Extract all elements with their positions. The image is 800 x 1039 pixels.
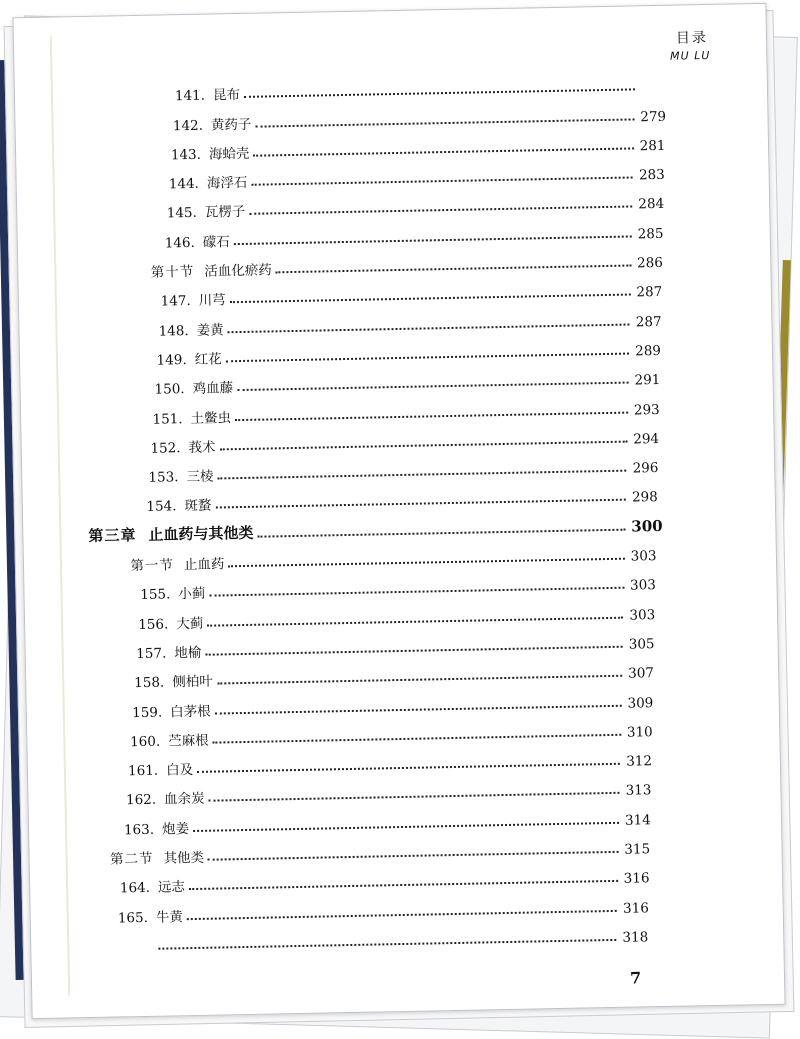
toc-entry-page: 307	[628, 665, 655, 682]
toc-entry-title: 其他类	[163, 849, 205, 867]
toc-entry-title: 三棱	[186, 468, 214, 486]
toc-entry-title: 炮姜	[161, 820, 190, 838]
toc-entry-number: 151.	[152, 410, 183, 428]
toc-entry-title: 地榆	[174, 644, 202, 662]
toc-entry-number: 153.	[148, 469, 179, 486]
toc-entry-number: 150.	[154, 381, 185, 398]
dot-leader	[158, 938, 617, 950]
page-number: 7	[629, 968, 642, 988]
toc-entry-page: 294	[633, 430, 660, 448]
toc-entry-page: 300	[631, 516, 663, 536]
toc-entry-page: 303	[629, 577, 657, 594]
toc-entry-page: 298	[631, 489, 658, 506]
running-header-title: 目录	[675, 29, 709, 47]
toc-entry-page: 309	[627, 694, 654, 712]
toc-entry-page: 316	[623, 870, 650, 888]
toc-entry-page: 314	[624, 811, 651, 829]
toc-entry-number: 143.	[170, 146, 202, 164]
book-page	[12, 3, 785, 1019]
toc-entry-title: 姜黄	[196, 322, 224, 339]
toc-entry-number: 142.	[172, 117, 204, 134]
toc-entry-number: 146.	[164, 234, 195, 252]
toc-entry-number: 165.	[117, 909, 149, 927]
section-label: 第二节	[109, 850, 154, 868]
chapter-label: 第三章	[88, 525, 137, 545]
toc-entry-title: 海浮石	[206, 175, 248, 192]
toc-entry-page: 312	[626, 753, 653, 770]
toc-entry-number: 164.	[119, 880, 151, 897]
section-label: 第十节	[150, 263, 195, 281]
toc-entry-title: 昆布	[212, 87, 241, 104]
toc-entry-number: 158.	[134, 674, 165, 692]
toc-entry-page: 285	[637, 225, 664, 243]
toc-entry-title: 土鳖虫	[190, 409, 232, 427]
toc-entry-number: 160.	[129, 733, 161, 751]
toc-entry-page: 313	[625, 782, 652, 800]
toc-entry-page: 283	[638, 167, 665, 184]
toc-entry-number: 156.	[138, 616, 169, 633]
toc-entry-page: 287	[636, 284, 663, 301]
toc-entry-page: 279	[640, 108, 667, 125]
toc-entry-number: 161.	[127, 762, 159, 780]
toc-entry-number: 157.	[136, 645, 167, 663]
toc-entry-page: 281	[639, 137, 666, 155]
toc-entry-page: 305	[628, 636, 655, 653]
toc-entry-page: 293	[633, 401, 660, 419]
toc-entry-number: 141.	[174, 87, 206, 105]
toc-entry-number: 145.	[166, 205, 197, 222]
toc-entry-title: 止血药与其他类	[148, 523, 254, 544]
toc-entry-title: 瓦楞子	[204, 204, 246, 222]
toc-entry-page: 291	[634, 372, 661, 389]
toc-entry-title: 牛黄	[155, 908, 184, 926]
toc-entry-number: 154.	[146, 498, 177, 516]
toc-entry-title: 小蓟	[178, 586, 206, 603]
toc-entry-page: 315	[624, 841, 651, 858]
toc-entry-page: 310	[626, 724, 653, 741]
toc-entry-number: 149.	[156, 352, 187, 369]
toc-entry-number: 155.	[140, 586, 171, 604]
toc-entry-page: 287	[635, 313, 662, 331]
toc-entry-title: 苎麻根	[168, 732, 209, 750]
toc-entry-number: 144.	[168, 175, 200, 193]
toc-entry-title: 黄药子	[210, 116, 252, 134]
toc-entry-title: 礞石	[202, 233, 230, 251]
toc-entry-number: 159.	[131, 704, 163, 721]
toc-entry-title: 斑蝥	[184, 498, 212, 515]
table-of-contents	[15, 64, 784, 957]
running-header-pinyin: MU LU	[669, 48, 711, 63]
section-label: 第一节	[130, 557, 175, 575]
toc-entry-title: 血余炭	[163, 791, 205, 808]
toc-entry-page: 318	[622, 929, 649, 946]
toc-entry-page: 303	[630, 548, 657, 565]
toc-entry-title: 远志	[157, 879, 186, 897]
toc-entry-title: 红花	[194, 351, 222, 368]
toc-entry-page: 289	[635, 342, 662, 360]
toc-entry-number: 162.	[125, 792, 157, 809]
toc-entry-number	[31, 955, 154, 957]
toc-entry-title: 海蛤壳	[208, 145, 250, 163]
toc-entry-page: 303	[629, 606, 656, 624]
toc-entry-number: 147.	[160, 293, 191, 310]
toc-entry-page: 284	[638, 196, 665, 213]
toc-entry-title: 川芎	[198, 292, 226, 310]
toc-entry-number: 152.	[150, 440, 181, 457]
toc-entry-title: 白茅根	[170, 703, 211, 720]
toc-entry-title: 莪术	[188, 439, 216, 456]
toc-entry-number: 148.	[158, 322, 189, 340]
toc-entry-title: 活血化瘀药	[204, 262, 272, 280]
toc-entry-page: 316	[622, 899, 650, 917]
toc-entry-page: 296	[632, 460, 659, 477]
toc-entry-title: 白及	[165, 762, 194, 779]
toc-entry-number: 163.	[123, 821, 155, 839]
toc-entry-title: 止血药	[183, 556, 225, 574]
toc-entry-title: 鸡血藤	[192, 380, 234, 398]
toc-entry-title: 大蓟	[176, 615, 204, 632]
toc-entry-page: 286	[636, 254, 664, 272]
toc-entry-title: 侧柏叶	[172, 673, 213, 691]
